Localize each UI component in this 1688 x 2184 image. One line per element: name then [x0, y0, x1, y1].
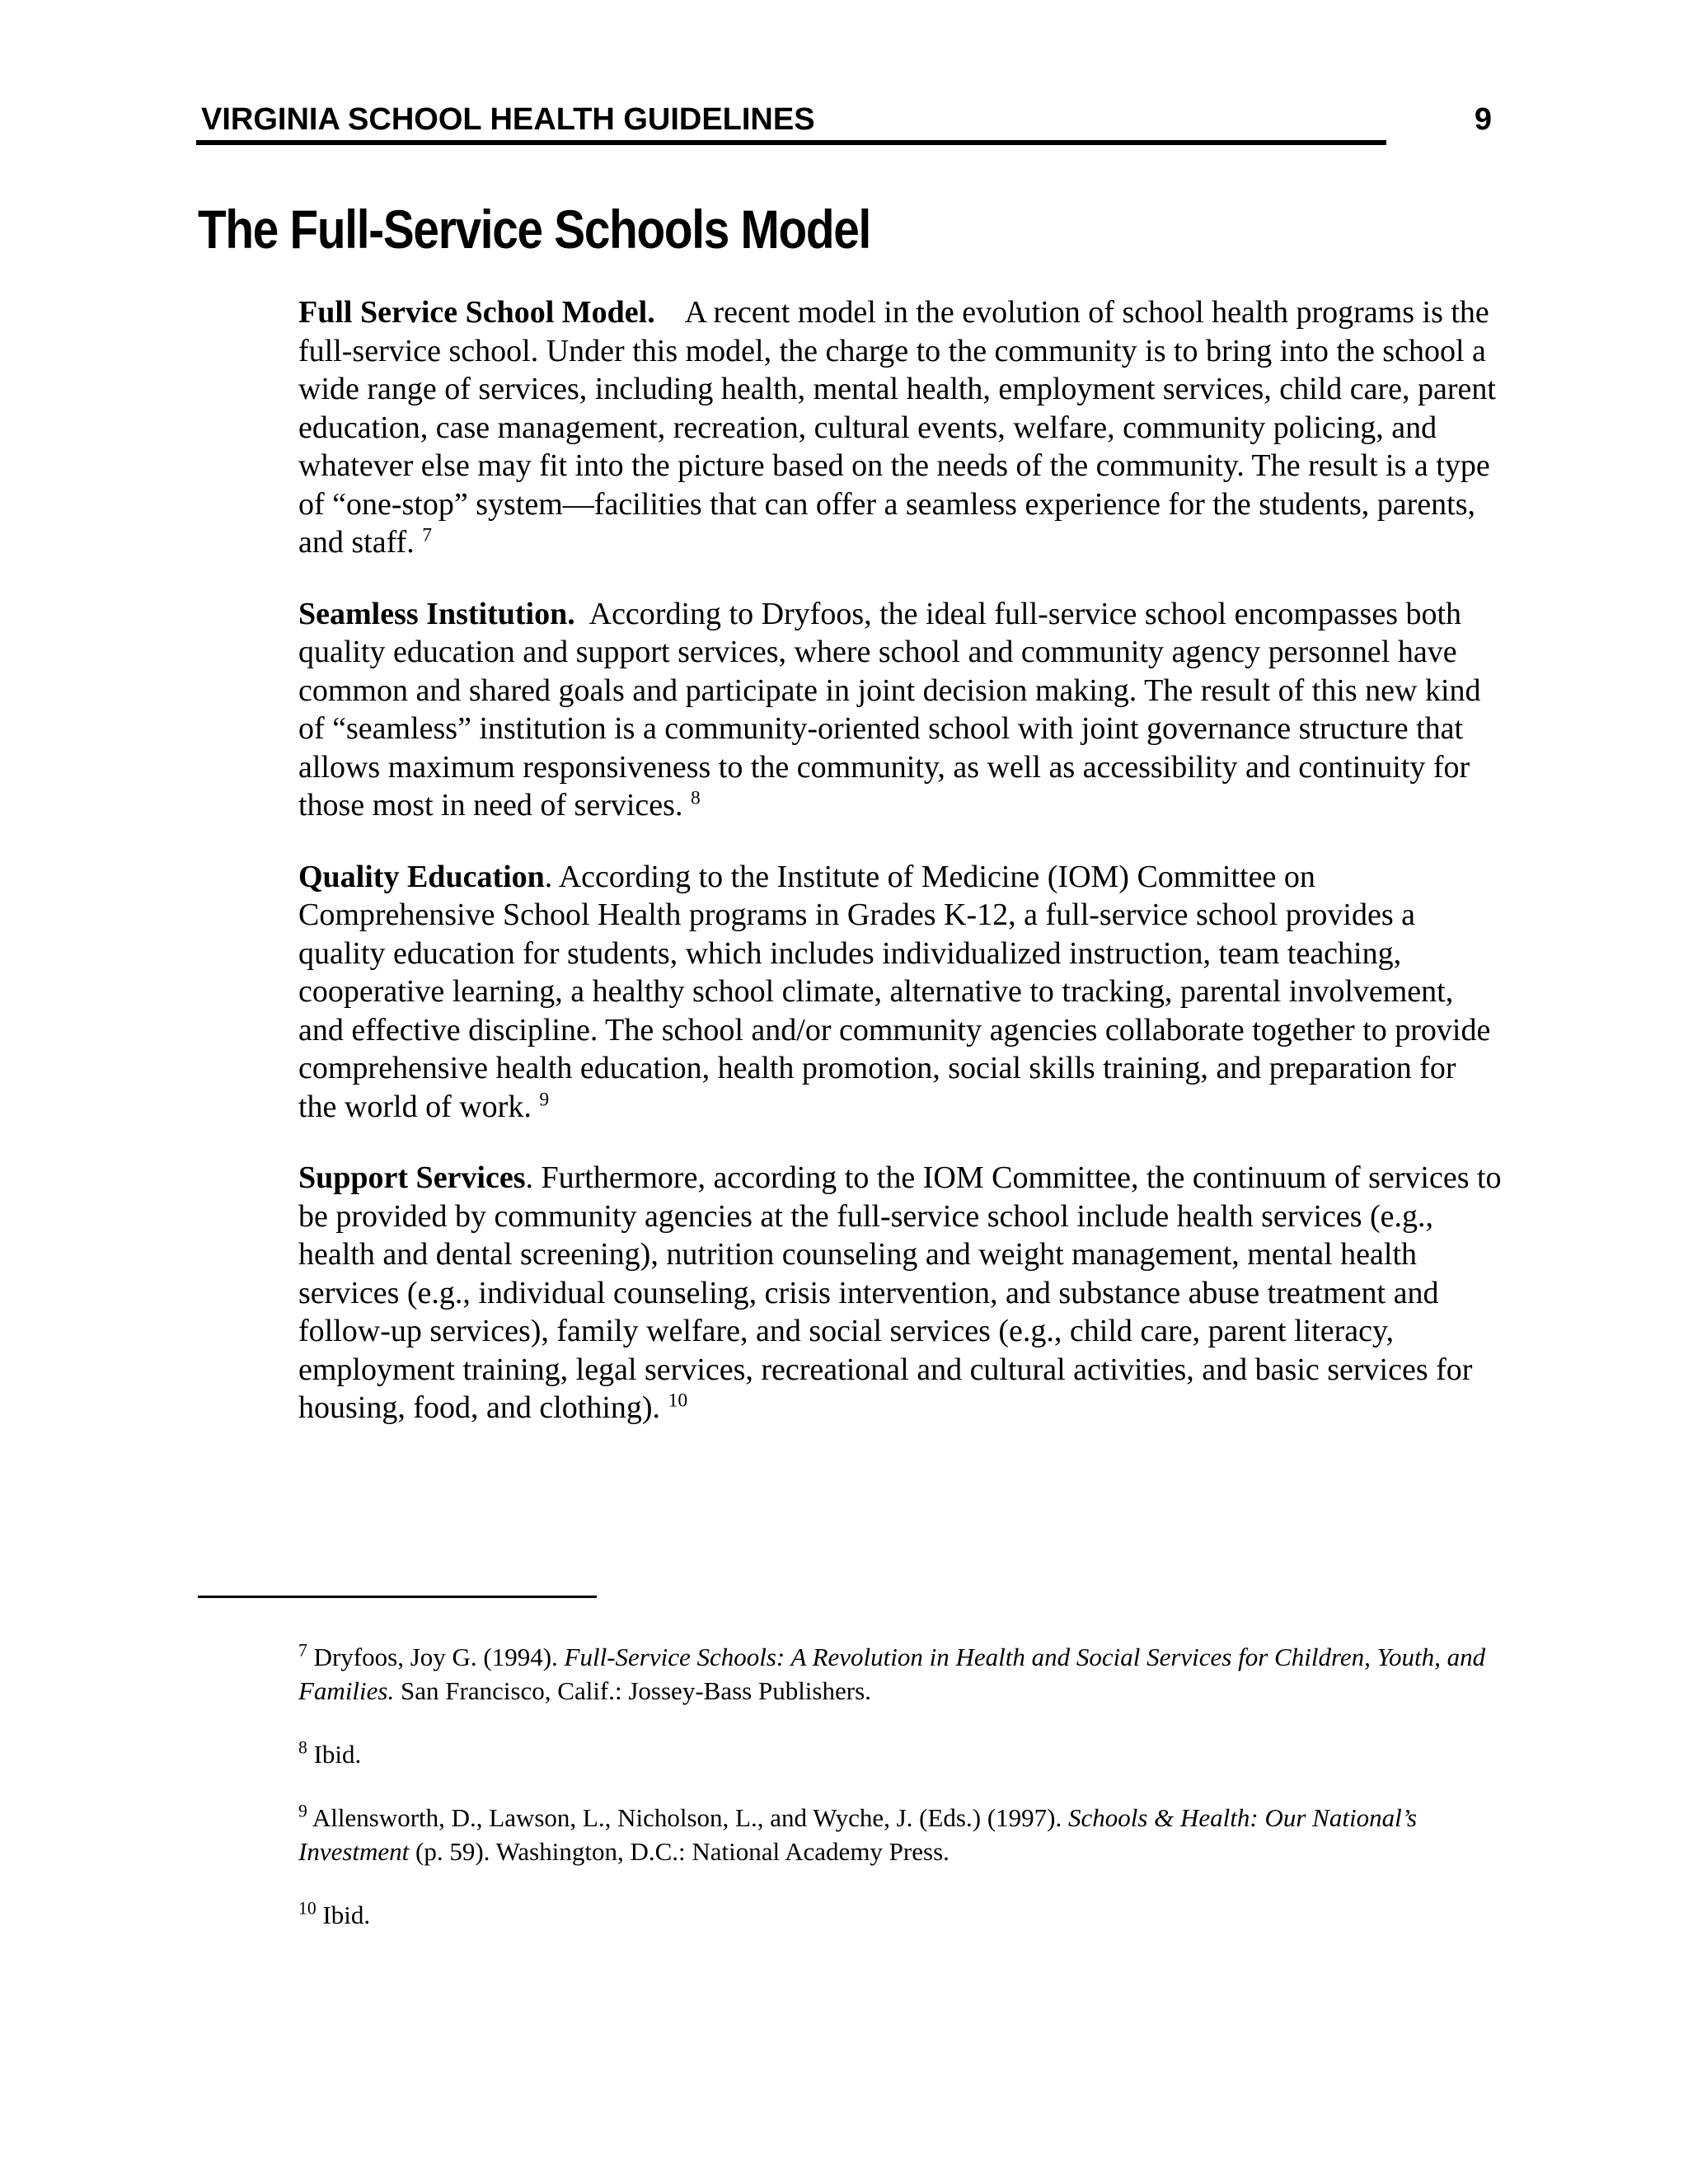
footnote-number: 7 [298, 1640, 307, 1661]
section-text: . Furthermore, according to the IOM Committee, the continuum of services to be provided by community agencies at the full-service school include health services (e.g., health and dental screening), nutrition counseling and weight management, mental health services (e.g., individual counseling, crisis intervention, and substance abuse treatment and follow-up services), family welfare, and social services (e.g., child care, parent literacy, employment training, legal services, recreational and cultural activities, and basic services for housing, food, and clothing). [298, 1160, 1502, 1425]
running-title: VIRGINIA SCHOOL HEALTH GUIDELINES [201, 102, 815, 137]
section-quality-education [298, 858, 1502, 1127]
body-text [298, 293, 1502, 1460]
footnote-number: 8 [298, 1737, 307, 1758]
section-text: According to Dryfoos, the ideal full-service school encompasses both quality education and support services, where school and community agency personnel have common and shared goals and participate in joint decision making. The result of this new kind of “seamless” institution is a community-oriented school with joint governance structure that allows maximum responsiveness to the community, as well as accessibility and continuity for those most in need of services. [298, 596, 1481, 823]
footnote-10 [298, 1898, 1502, 1932]
footnotes [298, 1640, 1502, 1961]
footnote-ref[interactable]: 8 [690, 787, 701, 809]
footnote-ref[interactable]: 7 [422, 524, 432, 546]
page-number: 9 [1474, 102, 1492, 137]
footnote-text: Dryfoos, Joy G. (1994). [313, 1643, 565, 1671]
footnote-number: 9 [298, 1801, 307, 1821]
section-text: A recent model in the evolution of school health programs is the full-service school. Under this model, the charge to the community is to bring into the school a wide range of services, including health, mental health, employment services, child care, parent education, case management, recreation, cultural events, welfare, community policing, and whatever else may fit into the picture based on the needs of the community. The result is a type of “one-stop” system—facilities that can offer a seamless experience for the students, parents, and staff. [298, 295, 1496, 560]
section-lead: Support Services [298, 1160, 526, 1195]
footnote-text: Ibid. [313, 1740, 362, 1769]
header-rule [196, 140, 1386, 145]
footnote-text-tail: San Francisco, Calif.: Jossey-Bass Publishers. [394, 1676, 871, 1705]
section-full-service-school-model [298, 293, 1502, 562]
section-text: . According to the Institute of Medicine (IOM) Committee on Comprehensive School Health programs in Grades K-12, a full-service school provides a quality education for students, which includes individualized instruction, team teaching, cooperative learning, a healthy school climate, alternative to tracking, parental involvement, and effective discipline. The school and/or community agencies collaborate together to provide comprehensive health education, health promotion, social skills training, and preparation for the world of work. [298, 859, 1491, 1124]
page-title: The Full-Service Schools Model [198, 199, 871, 260]
footnote-ref[interactable]: 9 [539, 1088, 550, 1110]
section-seamless-institution [298, 595, 1502, 825]
footnote-7 [298, 1640, 1502, 1708]
running-header [198, 97, 1492, 143]
footnote-title: Full-Service Schools: A Revolution in Health and Social Services for Children, Youth, and Families. [298, 1643, 1486, 1705]
footnote-text-tail: (p. 59). Washington, D.C.: National Academy Press. [409, 1837, 950, 1866]
section-lead: Full Service School Model. [298, 295, 655, 330]
footnote-number: 10 [298, 1898, 316, 1919]
footnote-9 [298, 1801, 1502, 1868]
footnote-rule [198, 1596, 597, 1598]
section-lead: Quality Education [298, 859, 545, 894]
section-support-services [298, 1159, 1502, 1427]
footnote-text: Allensworth, D., Lawson, L., Nicholson, L., and Wyche, J. (Eds.) (1997). [312, 1803, 1068, 1832]
footnote-ref[interactable]: 10 [668, 1390, 688, 1412]
section-lead: Seamless Institution. [298, 596, 575, 631]
footnote-title: Schools & Health: Our National’s Investment [298, 1803, 1418, 1866]
footnote-text: Ibid. [322, 1900, 371, 1929]
footnote-8 [298, 1737, 1502, 1771]
